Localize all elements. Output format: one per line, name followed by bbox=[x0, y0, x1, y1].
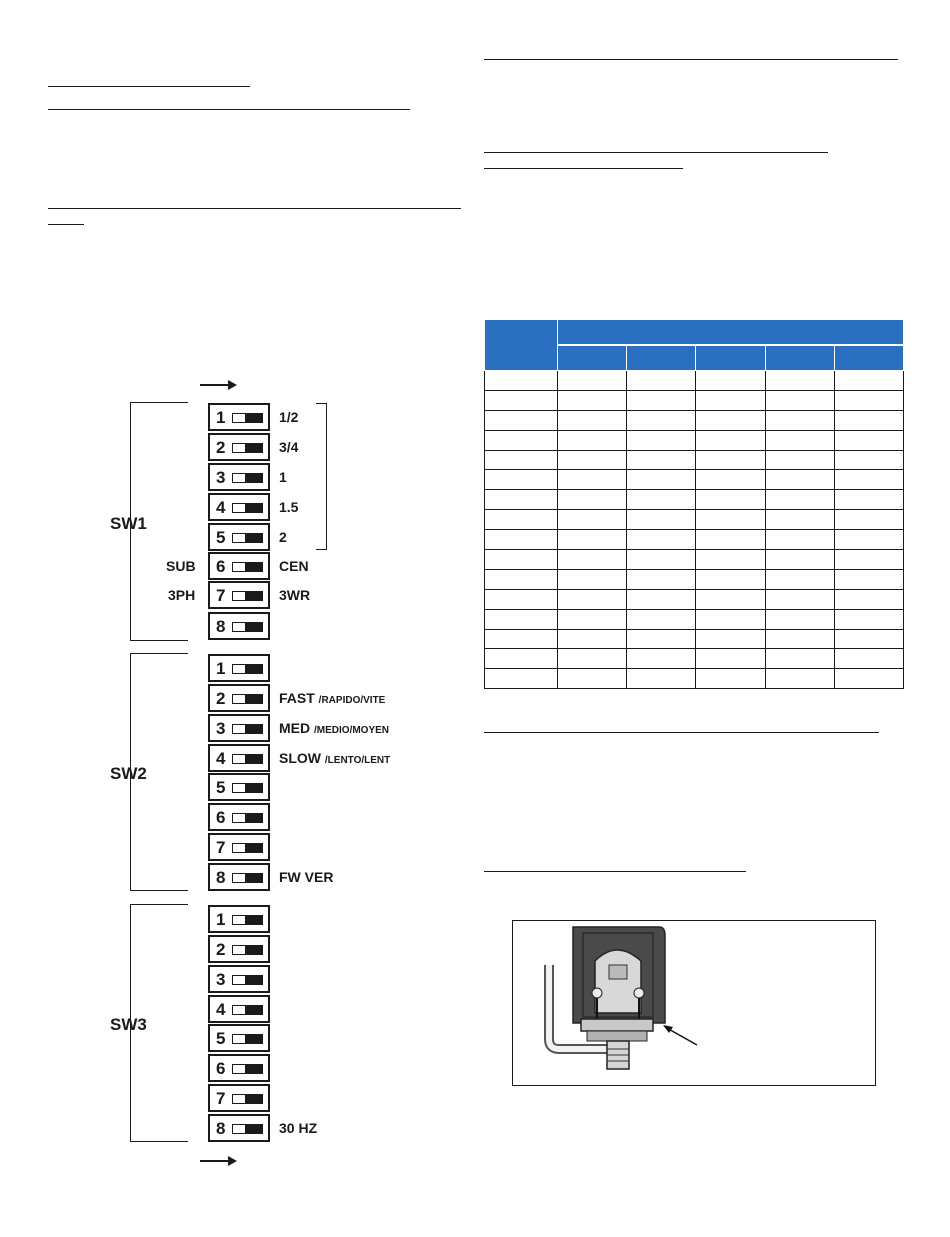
toggle-icon[interactable] bbox=[232, 873, 263, 883]
table-cell bbox=[765, 569, 834, 589]
table-row bbox=[485, 609, 904, 629]
table-row bbox=[485, 450, 904, 470]
sw2-label-4: SLOW /LENTO/LENT bbox=[279, 750, 391, 766]
table-cell bbox=[765, 430, 834, 450]
table-cell bbox=[558, 510, 627, 530]
table-header-cell bbox=[558, 345, 627, 371]
table-cell bbox=[627, 371, 696, 391]
table-cell bbox=[765, 450, 834, 470]
table-row bbox=[485, 510, 904, 530]
switch-number: 6 bbox=[216, 1059, 226, 1078]
table-cell bbox=[558, 629, 627, 649]
hp-range-bracket bbox=[316, 403, 327, 550]
table-cell bbox=[696, 390, 765, 410]
sw1-label: SW1 bbox=[110, 514, 147, 533]
table-cell bbox=[834, 390, 903, 410]
table-header-cell bbox=[834, 345, 903, 371]
sw1-label-6: CEN bbox=[279, 558, 309, 574]
sw3-switch-1[interactable] bbox=[208, 905, 270, 933]
sw2-label-3: MED /MEDIO/MOYEN bbox=[279, 720, 390, 736]
switch-number: 7 bbox=[216, 838, 226, 857]
table-cell bbox=[485, 609, 558, 629]
table-cell bbox=[485, 410, 558, 430]
table-row bbox=[485, 569, 904, 589]
table-cell bbox=[696, 470, 765, 490]
switch-number: 1 bbox=[216, 408, 226, 427]
sw3-label: SW3 bbox=[110, 1015, 147, 1034]
table-cell bbox=[485, 530, 558, 550]
toggle-icon[interactable] bbox=[232, 1094, 263, 1104]
toggle-icon[interactable] bbox=[232, 754, 263, 764]
sw3-switch-2[interactable] bbox=[208, 935, 270, 963]
table-cell bbox=[558, 371, 627, 391]
table-cell bbox=[696, 569, 765, 589]
switch-number: 3 bbox=[216, 468, 226, 487]
table-cell bbox=[627, 390, 696, 410]
table-row bbox=[485, 410, 904, 430]
switch-number: 4 bbox=[216, 1000, 226, 1019]
table-cell bbox=[834, 569, 903, 589]
switch-number: 5 bbox=[216, 1029, 226, 1048]
sw1-switch-7[interactable] bbox=[208, 581, 270, 609]
sw1-label-3: 1 bbox=[279, 469, 287, 485]
table-cell bbox=[558, 490, 627, 510]
table-row bbox=[485, 490, 904, 510]
table-cell bbox=[696, 550, 765, 570]
sw2-switch-7[interactable] bbox=[208, 833, 270, 861]
switch-number: 7 bbox=[216, 1089, 226, 1108]
settings-table bbox=[484, 319, 904, 689]
table-cell bbox=[558, 569, 627, 589]
switch-number: 6 bbox=[216, 808, 226, 827]
sw2-switch-3[interactable] bbox=[208, 714, 270, 742]
table-cell bbox=[765, 530, 834, 550]
table-cell bbox=[834, 510, 903, 530]
table-cell bbox=[834, 371, 903, 391]
sw1-label-4: 1.5 bbox=[279, 499, 299, 515]
table-row bbox=[485, 629, 904, 649]
table-cell bbox=[696, 609, 765, 629]
toggle-icon[interactable] bbox=[232, 591, 263, 601]
table-cell bbox=[765, 490, 834, 510]
switch-number: 4 bbox=[216, 749, 226, 768]
table-header-cell bbox=[765, 345, 834, 371]
table-cell bbox=[834, 470, 903, 490]
toggle-icon[interactable] bbox=[232, 915, 263, 925]
table-cell bbox=[558, 609, 627, 629]
table-body bbox=[485, 371, 904, 689]
table-row bbox=[485, 649, 904, 669]
switch-number: 6 bbox=[216, 557, 226, 576]
table-cell bbox=[696, 589, 765, 609]
table-cell bbox=[627, 430, 696, 450]
switch-number: 2 bbox=[216, 940, 226, 959]
table-cell bbox=[765, 589, 834, 609]
table-cell bbox=[485, 490, 558, 510]
table-cell bbox=[558, 390, 627, 410]
table-cell bbox=[834, 629, 903, 649]
sw3-label-8: 30 HZ bbox=[279, 1120, 318, 1136]
table-cell bbox=[485, 390, 558, 410]
toggle-icon[interactable] bbox=[232, 724, 263, 734]
sw3-switch-8[interactable] bbox=[208, 1114, 270, 1142]
table-cell bbox=[558, 669, 627, 689]
table-cell bbox=[696, 410, 765, 430]
sw2-switch-8[interactable] bbox=[208, 863, 270, 891]
table-cell bbox=[765, 371, 834, 391]
table-cell bbox=[558, 589, 627, 609]
sw1-switch-3[interactable] bbox=[208, 463, 270, 491]
table-cell bbox=[834, 589, 903, 609]
switch-number: 1 bbox=[216, 659, 226, 678]
sw1-switch-4[interactable] bbox=[208, 493, 270, 521]
toggle-icon[interactable] bbox=[232, 1034, 263, 1044]
toggle-icon[interactable] bbox=[232, 975, 263, 985]
table-row bbox=[485, 669, 904, 689]
heading-underline bbox=[484, 59, 898, 60]
toggle-icon[interactable] bbox=[232, 664, 263, 674]
table-cell bbox=[765, 649, 834, 669]
table-cell bbox=[558, 430, 627, 450]
switch-number: 3 bbox=[216, 970, 226, 989]
toggle-icon[interactable] bbox=[232, 473, 263, 483]
sw1-label-5: 2 bbox=[279, 529, 287, 545]
sw1-label-7: 3WR bbox=[279, 587, 311, 603]
table-cell bbox=[765, 390, 834, 410]
table-cell bbox=[627, 550, 696, 570]
table-cell bbox=[485, 550, 558, 570]
table-cell bbox=[696, 371, 765, 391]
table-row bbox=[485, 550, 904, 570]
heading-underline bbox=[484, 152, 828, 153]
table-cell bbox=[627, 510, 696, 530]
toggle-icon[interactable] bbox=[232, 562, 263, 572]
table-cell bbox=[558, 410, 627, 430]
switch-number: 3 bbox=[216, 719, 226, 738]
table-row bbox=[485, 589, 904, 609]
table-cell bbox=[627, 470, 696, 490]
heading-underline bbox=[48, 208, 461, 209]
table-cell bbox=[558, 649, 627, 669]
heading-underline bbox=[48, 109, 410, 110]
table-cell bbox=[627, 589, 696, 609]
toggle-icon[interactable] bbox=[232, 503, 263, 513]
table-cell bbox=[485, 589, 558, 609]
sw3-switch-3[interactable] bbox=[208, 965, 270, 993]
table-cell bbox=[834, 450, 903, 470]
toggle-icon[interactable] bbox=[232, 813, 263, 823]
sw3-switch-7[interactable] bbox=[208, 1084, 270, 1112]
heading-underline bbox=[484, 871, 746, 872]
table-cell bbox=[765, 510, 834, 530]
toggle-icon[interactable] bbox=[232, 1005, 263, 1015]
pressure-switch-figure bbox=[512, 920, 876, 1086]
table-cell bbox=[627, 669, 696, 689]
table-cell bbox=[834, 410, 903, 430]
sw3-switch-5[interactable] bbox=[208, 1024, 270, 1052]
sw2-switch-6[interactable] bbox=[208, 803, 270, 831]
table-cell bbox=[485, 510, 558, 530]
table-cell bbox=[765, 550, 834, 570]
switch-number: 5 bbox=[216, 778, 226, 797]
switch-number: 4 bbox=[216, 498, 226, 517]
heading-underline bbox=[48, 224, 84, 225]
sw1-label-1: 1/2 bbox=[279, 409, 299, 425]
toggle-icon[interactable] bbox=[232, 1124, 263, 1134]
table-cell bbox=[485, 430, 558, 450]
table-cell bbox=[834, 550, 903, 570]
toggle-icon[interactable] bbox=[232, 694, 263, 704]
table-cell bbox=[834, 609, 903, 629]
table-cell bbox=[558, 470, 627, 490]
switch-number: 7 bbox=[216, 586, 226, 605]
table-cell bbox=[485, 470, 558, 490]
table-cell bbox=[485, 569, 558, 589]
toggle-icon[interactable] bbox=[232, 622, 263, 632]
heading-underline bbox=[48, 86, 250, 87]
table-cell bbox=[834, 649, 903, 669]
switch-number: 2 bbox=[216, 689, 226, 708]
toggle-icon[interactable] bbox=[232, 1064, 263, 1074]
table-cell bbox=[765, 470, 834, 490]
table-cell bbox=[485, 371, 558, 391]
switch-number: 2 bbox=[216, 438, 226, 457]
switch-number: 1 bbox=[216, 910, 226, 929]
table-row bbox=[485, 470, 904, 490]
table-cell bbox=[696, 510, 765, 530]
switch-number: 8 bbox=[216, 1119, 226, 1138]
sw1-switch-6[interactable] bbox=[208, 552, 270, 580]
table-cell bbox=[765, 629, 834, 649]
table-cell bbox=[696, 430, 765, 450]
table-cell bbox=[558, 530, 627, 550]
pressure-switch-icon bbox=[513, 921, 875, 1085]
heading-underline bbox=[484, 168, 683, 169]
sw2-switch-4[interactable] bbox=[208, 744, 270, 772]
toggle-icon[interactable] bbox=[232, 413, 263, 423]
table-cell bbox=[485, 649, 558, 669]
table-cell bbox=[485, 669, 558, 689]
table-row bbox=[485, 430, 904, 450]
table-cell bbox=[627, 410, 696, 430]
sw1-switch-8[interactable] bbox=[208, 612, 270, 640]
switch-number: 5 bbox=[216, 528, 226, 547]
table-header-cell bbox=[485, 320, 558, 371]
table-header-row bbox=[485, 320, 904, 346]
table-cell bbox=[485, 629, 558, 649]
table-cell bbox=[696, 649, 765, 669]
table-cell bbox=[696, 669, 765, 689]
table-cell bbox=[558, 450, 627, 470]
sw2-switch-5[interactable] bbox=[208, 773, 270, 801]
table-cell bbox=[765, 669, 834, 689]
sw2-label-8: FW VER bbox=[279, 869, 334, 885]
sw2-switch-2[interactable] bbox=[208, 684, 270, 712]
table-cell bbox=[834, 490, 903, 510]
switch-number: 8 bbox=[216, 868, 226, 887]
sw1-left-label-6: SUB bbox=[166, 558, 196, 574]
arrow-right-icon bbox=[200, 1154, 238, 1168]
sw1-switch-2[interactable] bbox=[208, 433, 270, 461]
toggle-icon[interactable] bbox=[232, 443, 263, 453]
sw1-left-label-7: 3PH bbox=[168, 587, 196, 603]
table-cell bbox=[696, 530, 765, 550]
table-cell bbox=[627, 649, 696, 669]
table-cell bbox=[627, 450, 696, 470]
table-cell bbox=[485, 450, 558, 470]
table-cell bbox=[627, 609, 696, 629]
table-cell bbox=[834, 530, 903, 550]
heading-underline bbox=[484, 732, 879, 733]
sw1-label-2: 3/4 bbox=[279, 439, 299, 455]
sw3-switch-6[interactable] bbox=[208, 1054, 270, 1082]
table-row bbox=[485, 390, 904, 410]
table-cell bbox=[696, 450, 765, 470]
sw1-switch-1[interactable] bbox=[208, 403, 270, 431]
table-cell bbox=[627, 490, 696, 510]
toggle-icon[interactable] bbox=[232, 783, 263, 793]
switch-number: 8 bbox=[216, 617, 226, 636]
toggle-icon[interactable] bbox=[232, 945, 263, 955]
table-cell bbox=[696, 629, 765, 649]
table-cell bbox=[765, 410, 834, 430]
sw3-switch-4[interactable] bbox=[208, 995, 270, 1023]
table-header-cell bbox=[696, 345, 765, 371]
table-cell bbox=[627, 629, 696, 649]
table-cell bbox=[558, 550, 627, 570]
table-header-cell bbox=[627, 345, 696, 371]
table-cell bbox=[627, 569, 696, 589]
arrow-right-icon bbox=[200, 378, 238, 392]
table-header-cell bbox=[558, 320, 904, 346]
toggle-icon[interactable] bbox=[232, 533, 263, 543]
table-cell bbox=[765, 609, 834, 629]
sw1-switch-5[interactable] bbox=[208, 523, 270, 551]
sw2-label-2: FAST /RAPIDO/VITE bbox=[279, 690, 386, 706]
sw2-switch-1[interactable] bbox=[208, 654, 270, 682]
toggle-icon[interactable] bbox=[232, 843, 263, 853]
sw2-label: SW2 bbox=[110, 764, 147, 783]
table-cell bbox=[834, 669, 903, 689]
table-row bbox=[485, 371, 904, 391]
table-cell bbox=[696, 490, 765, 510]
table-cell bbox=[834, 430, 903, 450]
table-cell bbox=[627, 530, 696, 550]
table-row bbox=[485, 530, 904, 550]
